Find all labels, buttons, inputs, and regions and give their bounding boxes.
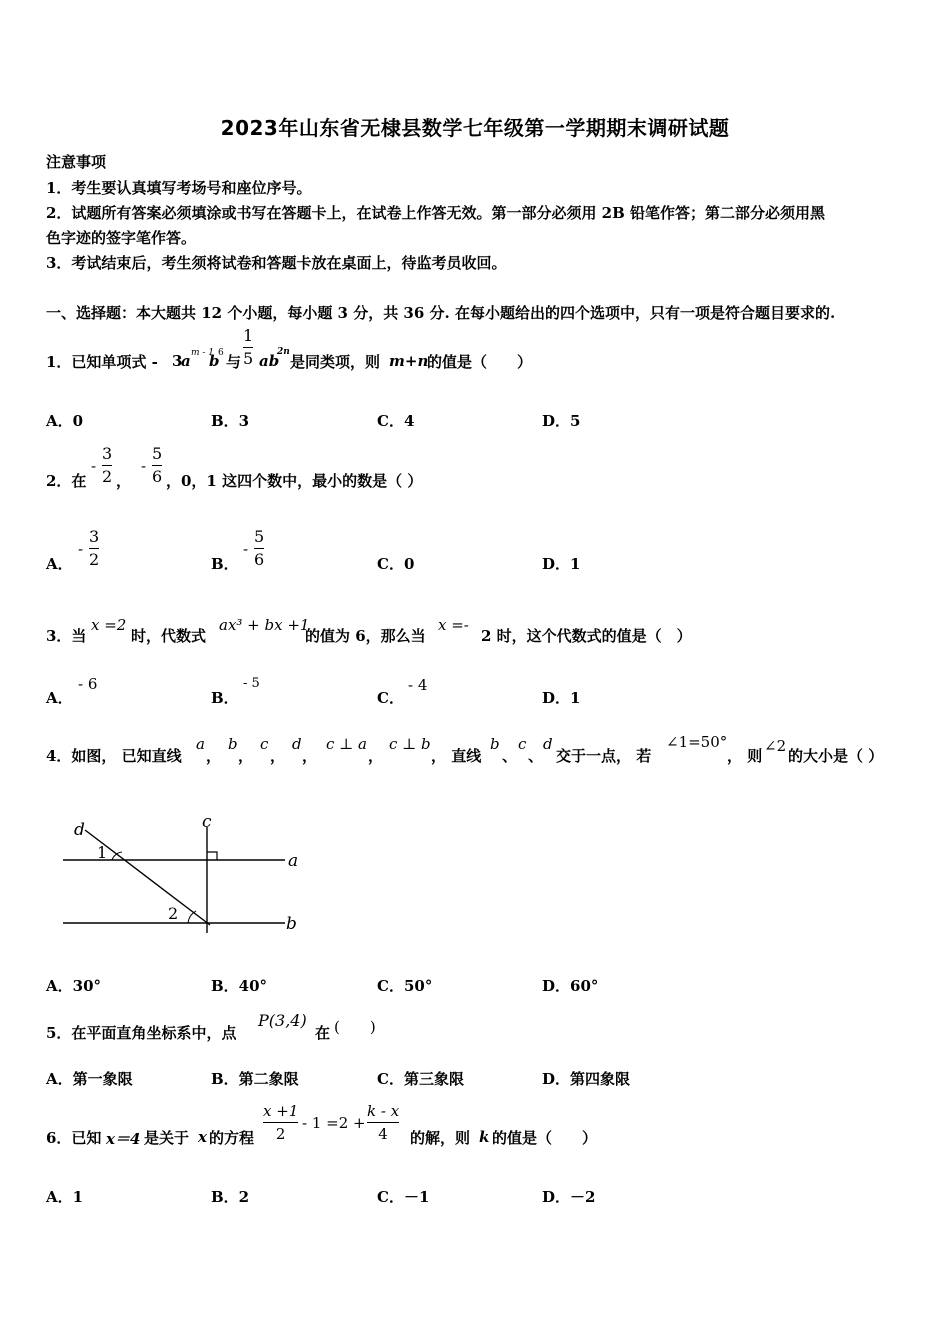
q1-exp-b: 6 (218, 348, 224, 358)
q2-minus-2: - (141, 457, 147, 475)
q6-option-d[interactable]: D．－2 (542, 1188, 596, 1206)
q4-perp-1: c ⊥ a (326, 735, 367, 753)
q2-f2-num: 5 (152, 444, 163, 463)
q4-line-b: b (228, 735, 238, 753)
q4-end: 的大小是（ ） (788, 747, 884, 765)
q1-fraction (243, 326, 253, 369)
q1-suffix: 是同类项，则 (290, 353, 381, 371)
q3-poly: ax³ + bx +1 (219, 616, 310, 634)
q1-expr: m+n (389, 352, 429, 370)
q2-a-num: 3 (89, 527, 100, 546)
q2-option-d[interactable]: D．1 (542, 555, 581, 573)
q3-option-a-label[interactable]: A． (46, 689, 73, 707)
q1-option-a[interactable]: A．0 (46, 412, 84, 430)
q2-option-b-frac[interactable] (254, 527, 264, 570)
q1-prefix: 1．已知单项式 - (46, 353, 158, 371)
q6-middle: - 1 =2 + (302, 1114, 366, 1132)
q4-mid-2: 交于一点， 若 (556, 747, 652, 765)
q1-frac-num: 1 (243, 326, 254, 345)
page-title: 2023年山东省无棣县数学七年级第一学期期末调研试题 (220, 116, 730, 140)
q3-cond-1: x =2 (91, 616, 127, 634)
q3-option-c-value[interactable]: - 4 (408, 676, 428, 694)
figure-label-1: 1 (97, 843, 108, 862)
q3-mid-3: 2 时，这个代数式的值是（ ） (481, 627, 692, 645)
q6-var-k: k (479, 1128, 490, 1146)
q2-f2-bar (152, 465, 162, 466)
q6-mid-1: 是关于 (144, 1129, 190, 1147)
q6-f2-bar (367, 1122, 399, 1123)
q3-option-b-label[interactable]: B． (211, 689, 239, 707)
q6-f1-num: x +1 (263, 1102, 299, 1120)
q1-var-b: b (209, 352, 220, 370)
q4-option-b[interactable]: B．40° (211, 977, 268, 995)
q6-mid-2: 的方程 (209, 1129, 255, 1147)
notice-heading: 注意事项 (46, 153, 107, 171)
notice-item-2-cont: 色字迹的签字笔作答。 (46, 229, 197, 247)
q6-mid-3: 的解，则 (410, 1129, 471, 1147)
q2-f1-num: 3 (102, 444, 113, 463)
q3-option-a-value[interactable]: - 6 (78, 675, 98, 693)
q2-option-a-frac[interactable] (89, 527, 99, 570)
q1-with: 与 (226, 353, 242, 371)
q6-frac-1 (263, 1101, 298, 1144)
q1-exp-a: m - 1 (191, 348, 215, 358)
q4-option-c[interactable]: C．50° (377, 977, 433, 995)
q1-coef: 3 (172, 352, 183, 370)
q4-line-b-2: b (490, 735, 500, 753)
figure-angle-1-arc (112, 852, 122, 860)
q2-b-den: 6 (254, 550, 265, 569)
q5-option-c[interactable]: C．第三象限 (377, 1070, 464, 1088)
q2-suffix: ，0，1 这四个数中，最小的数是（ ） (166, 472, 423, 490)
q5-option-a[interactable]: A．第一象限 (46, 1070, 133, 1088)
figure-label-a: a (288, 851, 299, 871)
q5-point: P(3,4) (258, 1011, 307, 1030)
q2-a-bar (89, 548, 99, 549)
q1-end: 的值是（ ） (427, 353, 533, 371)
q4-angle-2: ∠2 (764, 737, 787, 755)
q6-f2-num: k - x (367, 1102, 400, 1120)
q2-a-den: 2 (89, 550, 100, 569)
q2-frac-1 (102, 444, 112, 487)
q1-frac-den: 5 (243, 349, 254, 368)
q4-mid-1: ， 直线 (431, 747, 482, 765)
q3-mid-1: 时，代数式 (131, 627, 207, 645)
figure-right-angle-mark (207, 852, 217, 860)
q6-option-a[interactable]: A．1 (46, 1188, 84, 1206)
q2-b-bar (254, 548, 264, 549)
figure-label-d: d (74, 820, 85, 840)
q4-sep2-1: 、 (502, 747, 518, 765)
q5-suffix: 在 (315, 1024, 331, 1042)
q2-minus-1: - (91, 457, 97, 475)
q1-frac-bar (243, 347, 253, 348)
notice-item-1: 1．考生要认真填写考场号和座位序号。 (46, 179, 312, 197)
q6-x-value: x＝4 (106, 1130, 141, 1148)
q4-sep-4: ， (302, 747, 318, 765)
q4-line-d: d (292, 735, 302, 753)
q4-angle-1: ∠1=50° (666, 733, 728, 751)
q4-figure (60, 815, 310, 940)
q2-f1-den: 2 (102, 467, 113, 486)
q4-option-d[interactable]: D．60° (542, 977, 599, 995)
q1-option-c[interactable]: C．4 (377, 412, 415, 430)
q4-sep-2: ， (238, 747, 254, 765)
q2-f1-bar (102, 465, 112, 466)
q3-mid-2: 的值为 6，那么当 (305, 627, 426, 645)
q2-option-b-minus: - (243, 540, 249, 558)
q5-option-d[interactable]: D．第四象限 (542, 1070, 631, 1088)
q6-prefix: 6．已知 (46, 1129, 102, 1147)
q2-comma: ， (116, 472, 132, 490)
q1-option-b[interactable]: B．3 (211, 412, 250, 430)
q6-option-b[interactable]: B．2 (211, 1188, 250, 1206)
q6-frac-2 (367, 1101, 399, 1144)
q4-option-a[interactable]: A．30° (46, 977, 102, 995)
q1-mono2: ab (259, 352, 280, 370)
q2-option-b-label[interactable]: B． (211, 555, 239, 573)
q3-option-b-value[interactable]: - 5 (243, 676, 260, 691)
q4-line-c-2: c (518, 735, 527, 753)
q2-b-num: 5 (254, 527, 265, 546)
q5-paren: ( ) (334, 1018, 376, 1036)
figure-label-2: 2 (168, 904, 179, 923)
q2-prefix: 2．在 (46, 472, 87, 490)
q4-line-c: c (260, 735, 269, 753)
q4-sep-3: ， (270, 747, 286, 765)
figure-label-b: b (286, 914, 297, 934)
q6-option-c[interactable]: C．－1 (377, 1188, 430, 1206)
q3-option-d[interactable]: D．1 (542, 689, 581, 707)
section-heading: 一、选择题：本大题共 12 个小题，每小题 3 分，共 36 分. 在每小题给出的四个选项中，只有一项是符合题目要求的. (46, 304, 836, 322)
figure-label-c: c (202, 815, 212, 832)
q4-line-d-2: d (543, 735, 553, 753)
q6-end: 的值是（ ） (492, 1129, 598, 1147)
q6-f1-den: 2 (275, 1125, 286, 1143)
q2-option-a-label[interactable]: A． (46, 555, 73, 573)
q4-line-a: a (196, 735, 205, 753)
q2-f2-den: 6 (152, 467, 163, 486)
q1-mono2-exp: 2n (277, 347, 290, 357)
q6-var-x: x (198, 1128, 207, 1146)
q1-option-d[interactable]: D．5 (542, 412, 581, 430)
notice-item-2: 2．试题所有答案必须填涂或书写在答题卡上，在试卷上作答无效。第一部分必须用 2B 铅笔作答；第二部分必须用黑 (46, 204, 826, 222)
q6-f2-den: 4 (378, 1125, 388, 1143)
q3-option-c-label[interactable]: C． (377, 689, 404, 707)
q5-option-b[interactable]: B．第二象限 (211, 1070, 299, 1088)
q2-option-a-minus: - (78, 540, 84, 558)
q4-perp-2: c ⊥ b (389, 735, 431, 753)
notice-item-3: 3．考试结束后，考生须将试卷和答题卡放在桌面上，待监考员收回。 (46, 254, 507, 272)
q2-frac-2 (152, 444, 162, 487)
q1-var-a: a (181, 352, 191, 370)
q3-prefix: 3．当 (46, 627, 87, 645)
q4-prefix: 4．如图， 已知直线 (46, 747, 182, 765)
q4-sep-1: ， (206, 747, 222, 765)
q4-mid-3: ， 则 (727, 747, 763, 765)
q5-prefix: 5．在平面直角坐标系中，点 (46, 1024, 237, 1042)
q4-sep2-2: 、 (528, 747, 544, 765)
q6-f1-bar (263, 1122, 298, 1123)
q4-sep-5: ， (368, 747, 384, 765)
q2-option-c[interactable]: C．0 (377, 555, 415, 573)
q3-cond-2: x =- (438, 616, 469, 634)
